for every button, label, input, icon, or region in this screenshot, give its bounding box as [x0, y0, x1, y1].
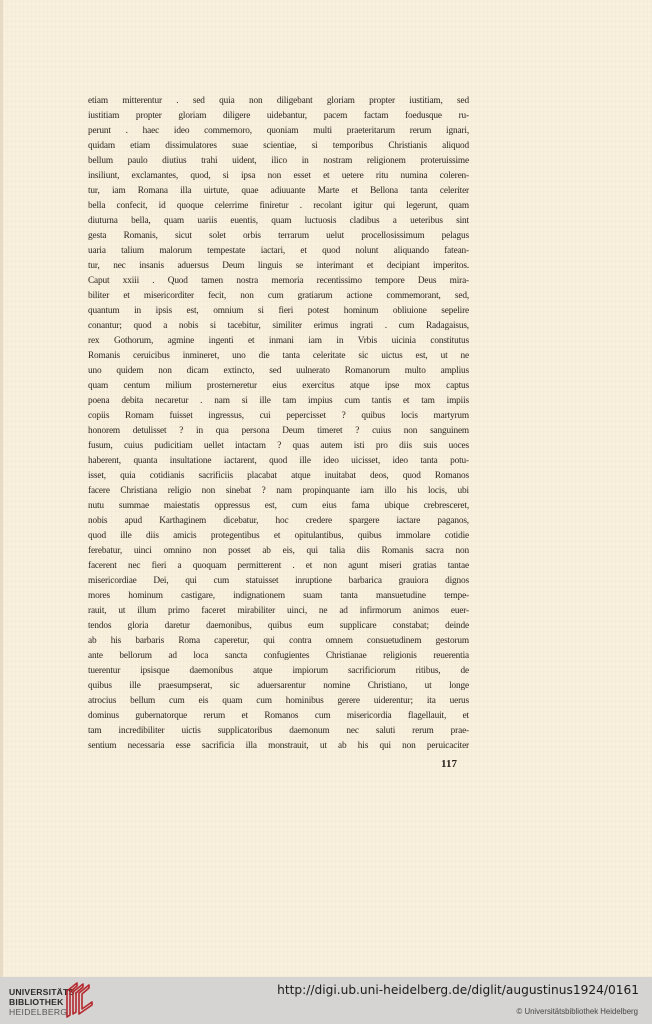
text-line: iustitiam propter gloriam diligere uidebantur, pacem factam foedusque ru- — [88, 111, 469, 121]
text-line: quibus ille praesumpserat, sic aduersarentur nomine Christiano, ut longe — [88, 681, 469, 691]
text-line: facere Christiana religio non sinebat ? nam propinquante iam illo his locis, ubi — [88, 486, 469, 496]
text-line: quidam etiam dissimulatores suae scientiae, si temporibus Christianis aliquod — [88, 141, 469, 151]
text-line: ante bellorum ad loca sancta confugientes Christianae religionis reuerentia — [88, 651, 469, 661]
text-line: tur, iam Romana illa uirtute, quae adiuuante Marte et Bellona tanta celeriter — [88, 186, 469, 196]
text-line: uno quidem non dicam extincto, sed uulnerato Romanorum multo amplius — [88, 366, 469, 376]
logo-line-3: HEIDELBERG — [9, 1007, 68, 1017]
page-number: 117 — [441, 758, 457, 770]
text-line: gesta Romanis, sicut solet orbis terrarum uelut procellosissimum pelagus — [88, 231, 469, 241]
logo-line-1: UNIVERSITÄTS- — [9, 987, 78, 997]
text-line: insiliunt, exclamantes, quod, si ipsa non esset et uetere ritu numina coleren- — [88, 171, 469, 181]
text-line: honorem detulisset ? in qua persona Deum timeret ? cuius non sanguinem — [88, 426, 469, 436]
text-line: quod ille diis amicis protegentibus et opitulantibus, quibus immolare cotidie — [88, 531, 469, 541]
text-line: ab his barbaris Roma caperetur, qui contra omnem consuetudinem gestorum — [88, 636, 469, 646]
text-line: rauit, ut illum primo faceret mirabiliter uinci, ne ad infirmorum animos euer- — [88, 606, 469, 616]
text-line: copiis Romam fuisset ingressus, cui pepercisset ? quibus locis martyrum — [88, 411, 469, 421]
text-line: diuturna bella, quam uariis euentis, quam luctuosis cladibus a ueteribus sint — [88, 216, 469, 226]
text-line: mores hominum castigare, indignationem suam tanta mansuetudine tempe- — [88, 591, 469, 601]
text-line: Caput xxiii . Quod tamen nostra memoria recentissimo tempore Deus mira- — [88, 276, 469, 286]
text-line: misericordiae Dei, qui cum statuisset inruptione barbarica grauiora dignos — [88, 576, 469, 586]
library-logo-icon — [64, 979, 96, 1019]
text-line: bella confecit, id quoque celerrime finiretur . recolant igitur qui legerunt, quam — [88, 201, 469, 211]
text-line: haberent, quanta insultatione iactarent, quod ille ideo uicisset, ideo tanta potu- — [88, 456, 469, 466]
text-line: quam centum milium prosterneretur eius exercitus atque ipse mox captus — [88, 381, 469, 391]
logo-line-2: BIBLIOTHEK — [9, 997, 64, 1007]
text-line: tam incredibiliter uictis supplicatoribus daemonum nec saluti rerum prae- — [88, 726, 469, 736]
permalink-url[interactable]: http://digi.ub.uni-heidelberg.de/diglit/augustinus1924/0161 — [277, 983, 639, 997]
text-line: rex Gothorum, agmine ingenti et inmani iam in Vrbis uicinia constitutus — [88, 336, 469, 346]
text-line: sentium necessaria esse sacrificia illa monstrauit, ut ab his qui non peruicaciter — [88, 741, 469, 751]
text-line: poena debita necaretur . nam si ille tam impius cum tantis et tam impiis — [88, 396, 469, 406]
text-line: conantur; quod a nobis si tacebitur, similiter erimus ingrati . cum Radagaisus, — [88, 321, 469, 331]
footer-bar — [0, 977, 652, 1024]
text-line: etiam mitterentur . sed quia non diligebant gloriam propter iustitiam, sed — [88, 96, 469, 106]
text-line: perunt . haec ideo commemoro, quoniam multi praeteritarum rerum ignari, — [88, 126, 469, 136]
text-line: atrocius bellum cum eis quam cum hominibus gerere uiderentur; ita uerus — [88, 696, 469, 706]
text-line: biliter et misericorditer fecit, non cum gratiarum actione commemorant, sed, — [88, 291, 469, 301]
text-line: fusum, cuius pudicitiam uellet intactam ? quas autem isti pro diis suis uoces — [88, 441, 469, 451]
text-line: isset, quia cotidianis sacrificiis placabat atque inuitabat deos, quod Romanos — [88, 471, 469, 481]
text-line: bellum paulo diutius trahi uident, ilico in nostram religionem proteruissime — [88, 156, 469, 166]
text-line: nutu summae maiestatis oppressus est, cum eius fama ubique crebresceret, — [88, 501, 469, 511]
text-line: ferebatur, uinci omnino non posset ab eis, qui talia diis Romanis sacra non — [88, 546, 469, 556]
text-line: tendos gloria daretur daemonibus, quibus eum supplicare constabat; deinde — [88, 621, 469, 631]
text-line: tuerentur ipsisque daemonibus atque impiorum sacrificiorum ritibus, de — [88, 666, 469, 676]
text-line: uaria talium malorum tempestate iactari, et quod nolunt aliquando fatean- — [88, 246, 469, 256]
text-line: quantum in ipsis est, omnium si fieri potest hominum obliuione sepelire — [88, 306, 469, 316]
text-line: tur, nec insanis aduersus Deum linguis se interimant et decipiant imperitos. — [88, 261, 469, 271]
text-line: facerent nec fieri a quoquam permitterent . et non agunt miseri gratias tantae — [88, 561, 469, 571]
text-line: nobis apud Karthaginem dicebatur, hoc credere spargere iactare paganos, — [88, 516, 469, 526]
text-line: dominus gubernatorque rerum et Romanos cum misericordia flagellauit, et — [88, 711, 469, 721]
body-text — [88, 94, 469, 754]
text-line: Romanis ceruicibus inmineret, uno die tanta celeritate sic uictus est, ut ne — [88, 351, 469, 361]
copyright-notice: © Universitätsbibliothek Heidelberg — [516, 1007, 638, 1016]
